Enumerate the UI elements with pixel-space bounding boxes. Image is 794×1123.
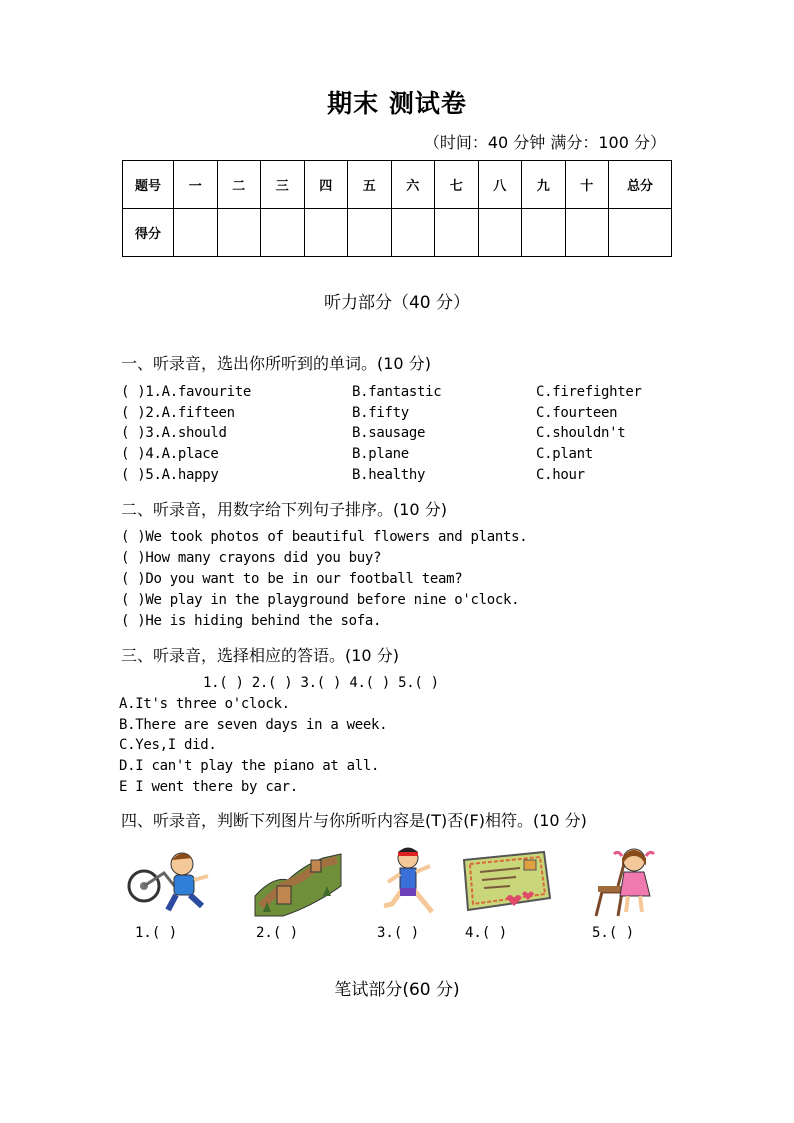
part1-item-b: B.plane <box>352 446 409 462</box>
part2-item: ( )He is hiding behind the sofa. <box>121 613 382 629</box>
table-cell: 题号 <box>123 161 174 209</box>
score-table <box>122 160 672 257</box>
part1-item-b: B.healthy <box>352 467 426 483</box>
table-cell: 三 <box>261 161 305 209</box>
part4-answer-2: 2.( ) <box>256 925 299 941</box>
listening-section-title: 听力部分（40 分） <box>323 293 471 313</box>
part3-option: B.There are seven days in a week. <box>119 717 388 733</box>
part1-item-c: C.fourteen <box>536 405 618 421</box>
bicycle-fall-icon <box>124 848 214 918</box>
part1-item-b: B.sausage <box>352 425 426 441</box>
part1-item-b: B.fifty <box>352 405 409 421</box>
part1-heading: 一、听录音，选出你所听到的单词。(10 分) <box>121 354 431 373</box>
table-cell: 一 <box>174 161 218 209</box>
part3-option: A.It's three o'clock. <box>119 696 290 712</box>
table-cell: 九 <box>522 161 566 209</box>
girl-chair-icon <box>592 846 662 918</box>
score-table-header-row <box>123 161 672 209</box>
great-wall-icon <box>253 846 343 918</box>
part2-item: ( )We took photos of beautiful flowers and plants. <box>121 529 528 545</box>
score-input-cell[interactable] <box>565 209 609 257</box>
part2-item: ( )Do you want to be in our football team? <box>121 571 463 587</box>
table-cell: 总分 <box>609 161 672 209</box>
writing-section-title: 笔试部分(60 分) <box>334 980 460 1000</box>
part3-option: D.I can't play the piano at all. <box>119 758 380 774</box>
score-input-cell[interactable] <box>217 209 261 257</box>
part4-answer-1: 1.( ) <box>135 925 178 941</box>
part1-item-c: C.shouldn't <box>536 425 626 441</box>
part3-heading: 三、听录音，选择相应的答语。(10 分) <box>121 646 399 665</box>
score-input-cell[interactable] <box>609 209 672 257</box>
part4-answer-5: 5.( ) <box>592 925 635 941</box>
score-input-cell[interactable] <box>261 209 305 257</box>
score-input-cell[interactable] <box>391 209 435 257</box>
part4-answer-4: 4.( ) <box>465 925 508 941</box>
part1-item-c: C.firefighter <box>536 384 642 400</box>
score-input-cell[interactable] <box>304 209 348 257</box>
table-cell: 四 <box>304 161 348 209</box>
part1-item-a: ( )2.A.fifteen <box>121 405 235 421</box>
part1-item-b: B.fantastic <box>352 384 442 400</box>
table-cell: 八 <box>478 161 522 209</box>
part1-item-a: ( )4.A.place <box>121 446 219 462</box>
score-table-score-row <box>123 209 672 257</box>
part1-item-a: ( )3.A.should <box>121 425 227 441</box>
part1-item-a: ( )1.A.favourite <box>121 384 252 400</box>
exam-info: （时间：40 分钟 满分：100 分） <box>423 133 666 152</box>
score-input-cell[interactable] <box>478 209 522 257</box>
part2-item: ( )How many crayons did you buy? <box>121 550 382 566</box>
part1-item-c: C.hour <box>536 467 585 483</box>
score-input-cell[interactable] <box>522 209 566 257</box>
running-boy-icon <box>380 846 444 918</box>
score-input-cell[interactable] <box>348 209 392 257</box>
part3-option: C.Yes,I did. <box>119 737 217 753</box>
score-input-cell[interactable] <box>174 209 218 257</box>
page-title: 期末 测试卷 <box>327 89 467 118</box>
table-cell: 得分 <box>123 209 174 257</box>
card-icon <box>460 850 552 912</box>
table-cell: 十 <box>565 161 609 209</box>
part3-option: E I went there by car. <box>119 779 298 795</box>
part3-answer-blanks: 1.( ) 2.( ) 3.( ) 4.( ) 5.( ) <box>203 675 439 691</box>
table-cell: 七 <box>435 161 479 209</box>
part2-heading: 二、听录音，用数字给下列句子排序。(10 分) <box>121 500 447 519</box>
table-cell: 六 <box>391 161 435 209</box>
part1-item-a: ( )5.A.happy <box>121 467 219 483</box>
table-cell: 二 <box>217 161 261 209</box>
part2-item: ( )We play in the playground before nine o'clock. <box>121 592 520 608</box>
table-cell: 五 <box>348 161 392 209</box>
score-input-cell[interactable] <box>435 209 479 257</box>
part4-answer-3: 3.( ) <box>377 925 420 941</box>
part1-item-c: C.plant <box>536 446 593 462</box>
part4-heading: 四、听录音，判断下列图片与你所听内容是(T)否(F)相符。(10 分) <box>121 811 587 830</box>
